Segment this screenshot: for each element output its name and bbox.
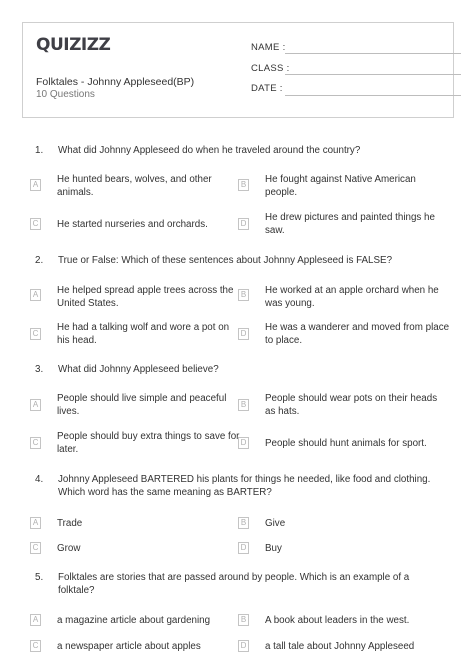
- option-letter: A: [30, 289, 41, 301]
- option-letter: D: [238, 218, 249, 230]
- question-text: Folktales are stories that are passed around by people. Which is an example of a folktale?: [58, 572, 410, 596]
- class-label: CLASS :: [251, 63, 290, 74]
- option-text: He fought against Native American people.: [265, 174, 416, 198]
- question-number: 2.: [35, 255, 44, 266]
- option-text: People should buy extra things to save for later.: [57, 431, 240, 455]
- option-text: He had a talking wolf and wore a pot on his head.: [57, 322, 230, 346]
- question-text: Johnny Appleseed BARTERED his plants for things he needed, like food and clothing. Which word has the same meaning as BARTER?: [58, 474, 431, 498]
- worksheet-title: Folktales - Johnny Appleseed(BP): [36, 76, 195, 88]
- question-text: True or False: Which of these sentences about Johnny Appleseed is FALSE?: [58, 255, 393, 266]
- option-letter: C: [30, 437, 41, 449]
- question-count: 10 Questions: [36, 89, 95, 100]
- question-number: 1.: [35, 145, 44, 156]
- option-letter: B: [238, 614, 249, 626]
- question-text: What did Johnny Appleseed do when he traveled around the country?: [58, 145, 361, 156]
- option-text: He was a wanderer and moved from place to place.: [265, 322, 450, 346]
- option-letter: A: [30, 614, 41, 626]
- option-text: Buy: [265, 543, 282, 554]
- name-line: [285, 53, 461, 54]
- option-letter: C: [30, 640, 41, 652]
- option-text: A book about leaders in the west.: [265, 615, 410, 626]
- option-text: People should wear pots on their heads as hats.: [265, 393, 438, 417]
- question-text: What did Johnny Appleseed believe?: [58, 364, 219, 375]
- question-number: 4.: [35, 474, 44, 485]
- date-line: [285, 95, 461, 96]
- option-letter: C: [30, 328, 41, 340]
- option-text: People should hunt animals for sport.: [265, 438, 427, 449]
- option-letter: A: [30, 179, 41, 191]
- option-letter: D: [238, 640, 249, 652]
- option-text: Give: [265, 518, 286, 529]
- question-number: 3.: [35, 364, 44, 375]
- question-number: 5.: [35, 572, 44, 583]
- option-text: He started nurseries and orchards.: [57, 219, 208, 230]
- option-letter: C: [30, 542, 41, 554]
- option-text: Trade: [57, 518, 83, 529]
- option-letter: D: [238, 328, 249, 340]
- worksheet-header: [22, 22, 454, 118]
- option-text: a magazine article about gardening: [57, 615, 211, 626]
- option-letter: B: [238, 289, 249, 301]
- option-letter: B: [238, 517, 249, 529]
- option-text: Grow: [57, 543, 81, 554]
- name-label: NAME :: [251, 42, 286, 53]
- option-text: a newspaper article about apples: [57, 641, 201, 652]
- option-text: He drew pictures and painted things he saw.: [265, 212, 435, 236]
- class-line: [285, 74, 461, 75]
- option-text: He hunted bears, wolves, and other animals.: [57, 174, 212, 198]
- date-label: DATE :: [251, 83, 283, 94]
- quizizz-logo: QUIZIZZ: [36, 35, 111, 55]
- option-letter: C: [30, 218, 41, 230]
- option-letter: D: [238, 437, 249, 449]
- option-text: People should live simple and peaceful lives.: [57, 393, 227, 417]
- option-letter: B: [238, 179, 249, 191]
- option-letter: B: [238, 399, 249, 411]
- option-letter: D: [238, 542, 249, 554]
- option-text: He worked at an apple orchard when he was young.: [265, 285, 439, 309]
- option-letter: A: [30, 517, 41, 529]
- option-text: a tall tale about Johnny Appleseed: [265, 641, 415, 652]
- option-letter: A: [30, 399, 41, 411]
- option-text: He helped spread apple trees across the United States.: [57, 285, 234, 309]
